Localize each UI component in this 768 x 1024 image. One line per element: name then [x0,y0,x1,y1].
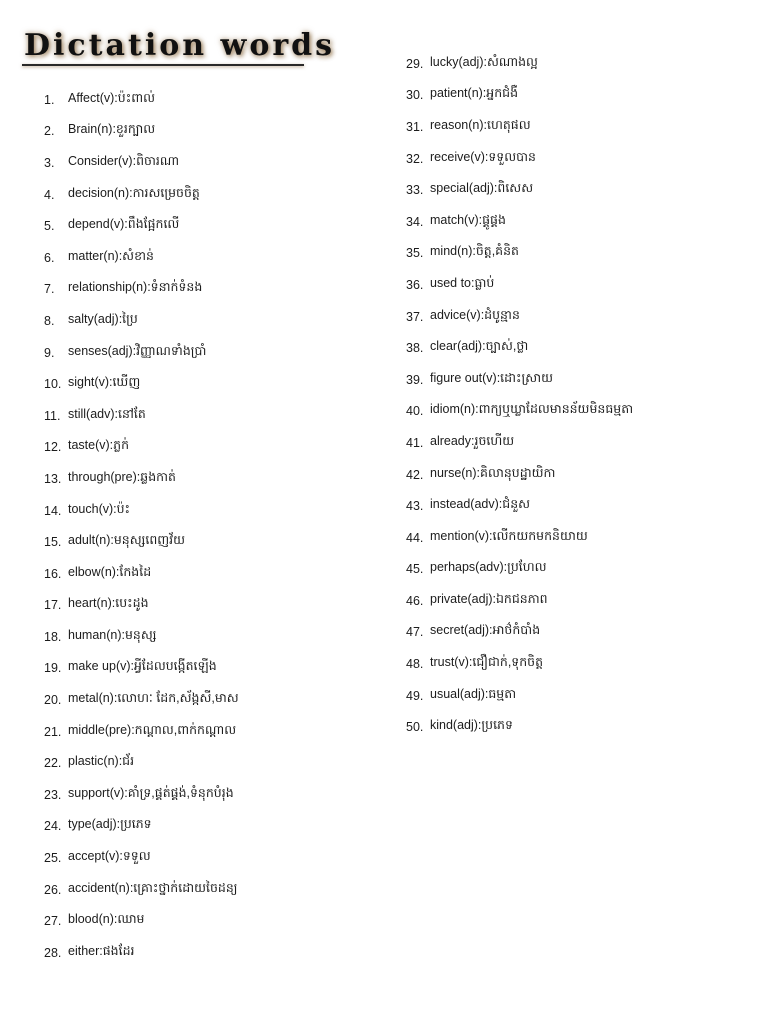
word-list-item [406,238,633,270]
item-number: 30. [406,88,424,103]
word-list-item [44,400,239,432]
item-text: elbow(n):កែងដៃ [68,564,152,579]
item-text: lucky(adj):សំណាងល្អ [430,54,538,69]
item-text: instead(adv):ជំនួស [430,497,531,512]
word-list-item [406,269,633,301]
item-number: 9. [44,345,55,360]
item-text: receive(v):ទទួលបាន [430,149,536,164]
item-number: 37. [406,309,424,324]
word-list-item [44,716,239,748]
item-number: 45. [406,562,424,577]
item-text: plastic(n):ជ័រ [68,754,135,769]
page-title: Dictation words [24,28,336,63]
item-number: 47. [406,625,424,640]
item-number: 49. [406,688,424,703]
item-number: 44. [406,530,424,545]
item-number: 42. [406,467,424,482]
word-list-item [44,684,239,716]
word-list-item [44,653,239,685]
word-list-item [44,747,239,779]
item-number: 5. [44,219,55,234]
title-underline [22,64,304,66]
item-number: 8. [44,313,55,328]
word-list-item [44,811,239,843]
word-list-item [44,874,239,906]
item-text: human(n):មនុស្ស [68,627,157,642]
item-number: 3. [44,155,55,170]
item-number: 29. [406,56,424,71]
word-list-item [44,337,239,369]
item-text: heart(n):បេះដូង [68,596,149,611]
item-number: 28. [44,945,62,960]
item-number: 23. [44,787,62,802]
item-text: relationship(n):ទំនាក់ទំនង [68,280,203,295]
item-text: still(adv):នៅតែ [68,406,146,421]
item-text: reason(n):ហេតុផល [430,117,531,132]
item-number: 39. [406,372,424,387]
item-number: 2. [44,124,55,139]
item-text: patient(n):អ្នកជំងឺ [430,86,519,101]
item-text: figure out(v):ដោះស្រាយ [430,370,554,385]
word-list-item [406,396,633,428]
item-text: used to:ធ្លាប់ [430,275,495,290]
word-list-item [44,937,239,969]
word-list-item [406,143,633,175]
item-number: 12. [44,440,62,455]
item-text: advice(v):ដំបូន្មាន [430,307,520,322]
item-text: secret(adj):អាថ៌កំបាំង [430,623,541,638]
item-number: 46. [406,593,424,608]
item-text: either:ផងដែរ [68,943,135,958]
word-list-left [44,84,239,969]
item-number: 27. [44,914,62,929]
word-list-right [406,48,633,743]
item-number: 24. [44,819,62,834]
item-text: mention(v):លើកយកមកនិយាយ [430,528,588,543]
item-text: trust(v):ជឿជាក់,ទុកចិត្ត [430,655,544,670]
item-text: touch(v):ប៉ះ [68,501,131,516]
item-number: 11. [44,408,61,423]
item-number: 50. [406,720,424,735]
item-text: nurse(n):គិលានុបដ្ឋាយិកា [430,465,556,480]
item-text: matter(n):សំខាន់ [68,248,154,263]
item-number: 38. [406,341,424,356]
item-text: senses(adj):វិញ្ញាណទាំងប្រាំ [68,343,207,358]
word-list-item [406,332,633,364]
item-text: perhaps(adv):ប្រហែល [430,560,547,575]
item-text: Affect(v):ប៉ះពាល់ [68,90,156,105]
word-list-item [44,368,239,400]
item-number: 31. [406,119,424,134]
item-text: metal(n):លោហៈ ដែក,ស័ង្កសី,មាស [68,691,239,706]
word-list-item [406,711,633,743]
word-list-item [406,174,633,206]
item-number: 25. [44,851,62,866]
item-text: match(v):ផ្គូផ្គង [430,212,506,227]
item-number: 20. [44,693,62,708]
item-number: 19. [44,661,62,676]
word-list-item [406,648,633,680]
item-text: accident(n):គ្រោះថ្នាក់ដោយចៃដន្យ [68,880,238,895]
item-number: 10. [44,377,62,392]
item-text: Brain(n):ខួរក្បាល [68,122,156,137]
item-text: special(adj):ពិសេស [430,181,534,196]
word-list-item [406,206,633,238]
word-list-item [406,585,633,617]
item-text: depend(v):ពឹងផ្អែកលើ [68,217,180,232]
word-list-item [44,179,239,211]
item-number: 6. [44,250,55,265]
item-number: 26. [44,882,62,897]
item-number: 36. [406,277,424,292]
item-text: sight(v):ឃើញ [68,375,141,390]
word-list-item [406,459,633,491]
item-number: 18. [44,629,62,644]
item-text: make up(v):អ្វីដែលបង្កើតឡើង [68,659,217,674]
item-text: middle(pre):កណ្ដាល,ពាក់កណ្ដាល [68,722,237,737]
item-number: 48. [406,657,424,672]
item-number: 4. [44,187,55,202]
item-number: 32. [406,151,424,166]
word-list-item [44,905,239,937]
item-number: 13. [44,471,62,486]
item-number: 22. [44,756,62,771]
word-list-item [44,210,239,242]
item-text: blood(n):ឈាម [68,912,145,927]
item-text: type(adj):ប្រភេទ [68,817,152,832]
word-list-item [44,558,239,590]
item-text: support(v):គាំទ្រ,ផ្គត់ផ្គង់,ទំនុកបំរុង [68,785,234,800]
word-list-item [406,364,633,396]
item-text: mind(n):ចិត្ត,គំនិត [430,244,519,259]
item-text: adult(n):មនុស្សពេញវ័យ [68,533,186,548]
word-list-item [44,432,239,464]
word-list-item [44,305,239,337]
word-list-item [406,427,633,459]
item-number: 17. [44,598,62,613]
item-text: private(adj):ឯកជនភាព [430,591,548,606]
item-text: taste(v):ភ្លក់ [68,438,130,453]
word-list-item [44,463,239,495]
item-number: 1. [44,92,55,107]
word-list-item [44,495,239,527]
word-list-item [44,84,239,116]
item-text: idiom(n):ពាក្យឬឃ្លាដែលមានន័យមិនធម្មតា [430,402,634,417]
item-number: 15. [44,535,62,550]
word-list-item [44,526,239,558]
item-number: 33. [406,183,424,198]
item-text: decision(n):ការសម្រេចចិត្ត [68,185,200,200]
item-number: 41. [406,435,424,450]
item-text: through(pre):ឆ្លងកាត់ [68,469,176,484]
word-list-item [44,147,239,179]
word-list-item [44,621,239,653]
item-text: already:រួចហើយ [430,433,515,448]
item-text: Consider(v):ពិចារណា [68,153,180,168]
word-list-item [406,48,633,80]
item-number: 35. [406,246,424,261]
item-text: usual(adj):ធម្មតា [430,686,517,701]
item-number: 14. [44,503,62,518]
word-list-item [44,274,239,306]
word-list-item [44,842,239,874]
word-list-item [406,80,633,112]
word-list-item [406,522,633,554]
word-list-item [406,490,633,522]
item-text: kind(adj):ប្រភេទ [430,718,513,733]
word-list-item [406,554,633,586]
item-number: 21. [44,724,62,739]
item-number: 43. [406,499,424,514]
item-text: clear(adj):ច្បាស់,ថ្លា [430,339,529,354]
word-list-item [406,680,633,712]
word-list-item [44,590,239,622]
item-text: accept(v):ទទួល [68,849,151,864]
word-list-item [406,111,633,143]
word-list-item [44,116,239,148]
item-number: 34. [406,214,424,229]
item-number: 16. [44,566,62,581]
item-text: salty(adj):ប្រៃ [68,311,138,326]
word-list-item [406,301,633,333]
item-number: 40. [406,404,424,419]
word-list-item [44,779,239,811]
item-number: 7. [44,282,55,297]
word-list-item [44,242,239,274]
word-list-item [406,617,633,649]
